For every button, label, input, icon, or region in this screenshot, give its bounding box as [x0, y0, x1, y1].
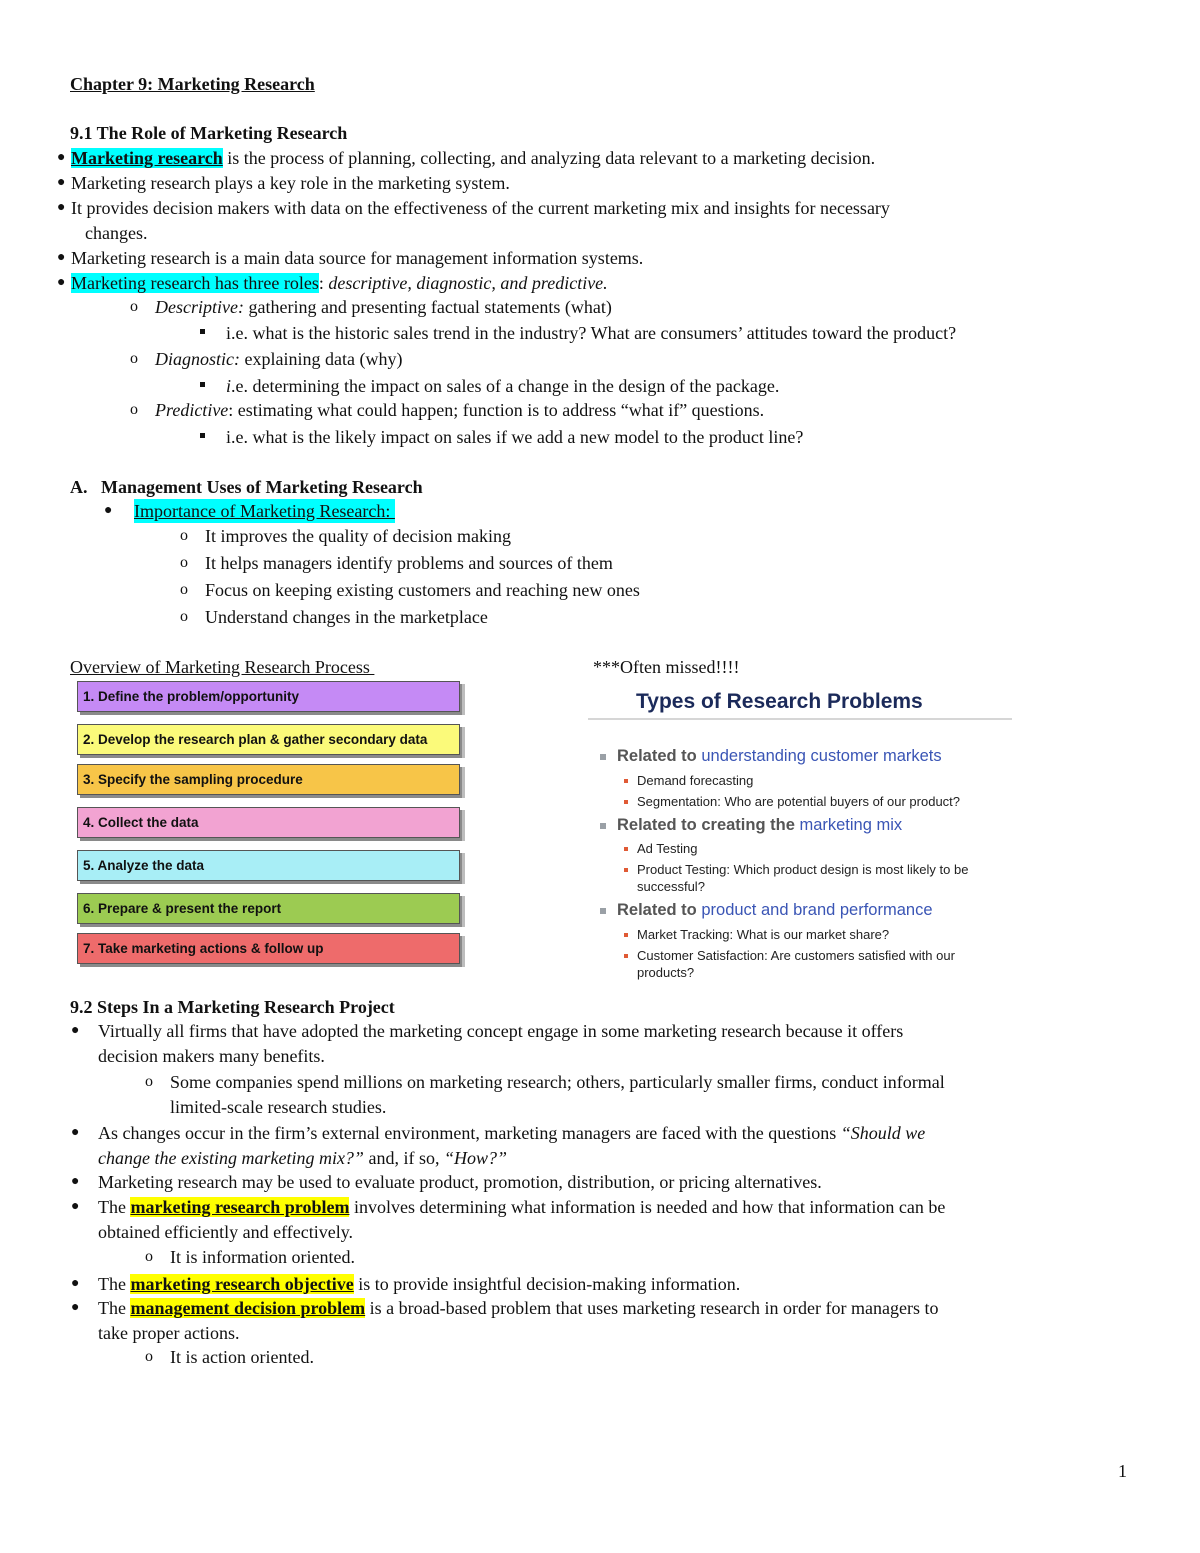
types-group-1: Related to understanding customer markets [617, 747, 942, 765]
sub-sub-item: i.e. what is the historic sales trend in the industry? What are consumers’ attitudes toward the product? [226, 323, 957, 343]
bullet-dot: ● [71, 1174, 80, 1189]
types-item: Ad Testing [637, 841, 698, 856]
section-heading-9-2: 9.2 Steps In a Marketing Research Project [70, 997, 395, 1017]
circle-bullet: o [180, 608, 188, 625]
types-item: Customer Satisfaction: Are customers satisfied with our [637, 948, 955, 963]
types-item-continued: successful? [637, 879, 705, 894]
types-item-continued: products? [637, 965, 695, 980]
bullet-dot: ● [71, 1276, 80, 1291]
title-divider [588, 718, 1012, 720]
process-step-1: 1. Define the problem/opportunity [77, 681, 460, 712]
bullet-dot: ● [57, 175, 66, 190]
bullet-dot: ● [71, 1199, 80, 1214]
sub-item: Predictive: estimating what could happen; function is to address “what if” questions. [155, 400, 765, 420]
circle-bullet: o [130, 298, 138, 315]
importance-item: It improves the quality of decision making [205, 526, 511, 546]
paragraph-continued: decision makers many benefits. [98, 1046, 325, 1066]
paragraph-continued: obtained efficiently and effectively. [98, 1222, 354, 1242]
paragraph: Marketing research is a main data source for management information systems. [71, 248, 644, 268]
term-marketing-research-problem: marketing research problem [130, 1197, 350, 1217]
item-bullet [624, 954, 628, 958]
item-bullet [624, 933, 628, 937]
item-bullet [624, 868, 628, 872]
paragraph: The marketing research objective is to provide insightful decision-making information. [98, 1274, 741, 1294]
bullet-dot: ● [57, 250, 66, 265]
process-step-3: 3. Specify the sampling procedure [77, 764, 460, 795]
paragraph-continued: changes. [85, 223, 148, 243]
square-bullet [200, 382, 205, 387]
circle-bullet: o [180, 581, 188, 598]
types-item: Segmentation: Who are potential buyers of our product? [637, 794, 961, 809]
importance-item: It helps managers identify problems and sources of them [205, 553, 613, 573]
importance-heading: Importance of Marketing Research: [134, 501, 395, 521]
item-bullet [624, 847, 628, 851]
types-item: Demand forecasting [637, 773, 754, 788]
circle-bullet: o [130, 350, 138, 367]
circle-bullet: o [145, 1248, 153, 1265]
paragraph: It provides decision makers with data on the effectiveness of the current marketing mix and insights for necessary [71, 198, 890, 218]
square-bullet [200, 329, 205, 334]
bullet-dot: ● [104, 503, 113, 518]
types-group-2: Related to creating the marketing mix [617, 816, 903, 834]
process-step-5: 5. Analyze the data [77, 850, 460, 881]
sub-sub-item: i.e. determining the impact on sales of a change in the design of the package. [226, 376, 780, 396]
sub-item: Descriptive: gathering and presenting factual statements (what) [155, 297, 612, 317]
process-title: Overview of Marketing Research Process [70, 657, 375, 677]
process-step-2: 2. Develop the research plan & gather secondary data [77, 724, 460, 755]
page-number: 1 [1118, 1461, 1127, 1481]
paragraph: The management decision problem is a broad-based problem that uses marketing research in order for managers to [98, 1298, 939, 1318]
bullet-dot: ● [71, 1300, 80, 1315]
bullet-dot: ● [57, 200, 66, 215]
circle-bullet: o [130, 401, 138, 418]
types-title: Types of Research Problems [636, 690, 923, 713]
process-step-4: 4. Collect the data [77, 807, 460, 838]
item-bullet [624, 800, 628, 804]
group-bullet [600, 908, 606, 914]
item-bullet [624, 779, 628, 783]
chapter-title: Chapter 9: Marketing Research [70, 74, 315, 94]
paragraph-continued: take proper actions. [98, 1323, 240, 1343]
sub-item: Some companies spend millions on marketing research; others, particularly smaller firms, conduct informal [170, 1072, 945, 1092]
paragraph: As changes occur in the firm’s external environment, marketing managers are faced with the questions “Should we [98, 1123, 926, 1143]
paragraph-continued: change the existing marketing mix?” and, if so, “How?” [98, 1148, 507, 1168]
paragraph: Marketing research may be used to evaluate product, promotion, distribution, or pricing alternatives. [98, 1172, 822, 1192]
paragraph: The marketing research problem involves determining what information is needed and how that information can be [98, 1197, 946, 1217]
paragraph: Marketing research is the process of planning, collecting, and analyzing data relevant to a marketing decision. [71, 148, 876, 168]
group-bullet [600, 754, 606, 760]
square-bullet [200, 433, 205, 438]
types-group-3: Related to product and brand performance [617, 901, 933, 919]
process-step-7: 7. Take marketing actions & follow up [77, 933, 460, 964]
sub-item-continued: limited-scale research studies. [170, 1097, 387, 1117]
sub-item: It is information oriented. [170, 1247, 355, 1267]
bullet-dot: ● [71, 1125, 80, 1140]
circle-bullet: o [145, 1073, 153, 1090]
paragraph: Marketing research has three roles: descriptive, diagnostic, and predictive. [71, 273, 608, 293]
term-marketing-research-objective: marketing research objective [130, 1274, 354, 1294]
sub-item: It is action oriented. [170, 1347, 314, 1367]
circle-bullet: o [180, 527, 188, 544]
bullet-dot: ● [71, 1023, 80, 1038]
importance-item: Understand changes in the marketplace [205, 607, 488, 627]
term-marketing-research: Marketing research [71, 148, 223, 168]
often-missed-note: ***Often missed!!!! [593, 657, 740, 677]
types-item: Market Tracking: What is our market share? [637, 927, 890, 942]
types-item: Product Testing: Which product design is most likely to be [637, 862, 969, 877]
circle-bullet: o [145, 1348, 153, 1365]
sub-item: Diagnostic: explaining data (why) [155, 349, 403, 369]
bullet-dot: ● [57, 150, 66, 165]
section-heading-9-1: 9.1 The Role of Marketing Research [70, 123, 348, 143]
group-bullet [600, 823, 606, 829]
importance-item: Focus on keeping existing customers and reaching new ones [205, 580, 640, 600]
paragraph: Virtually all firms that have adopted the marketing concept engage in some marketing research because it offers [98, 1021, 904, 1041]
sub-sub-item: i.e. what is the likely impact on sales if we add a new model to the product line? [226, 427, 804, 447]
bullet-dot: ● [57, 275, 66, 290]
section-heading-a: A. Management Uses of Marketing Research [70, 477, 423, 497]
term-management-decision-problem: management decision problem [130, 1298, 366, 1318]
process-step-6: 6. Prepare & present the report [77, 893, 460, 924]
circle-bullet: o [180, 554, 188, 571]
highlight-three-roles: Marketing research has three roles [71, 273, 319, 293]
paragraph: Marketing research plays a key role in the marketing system. [71, 173, 510, 193]
